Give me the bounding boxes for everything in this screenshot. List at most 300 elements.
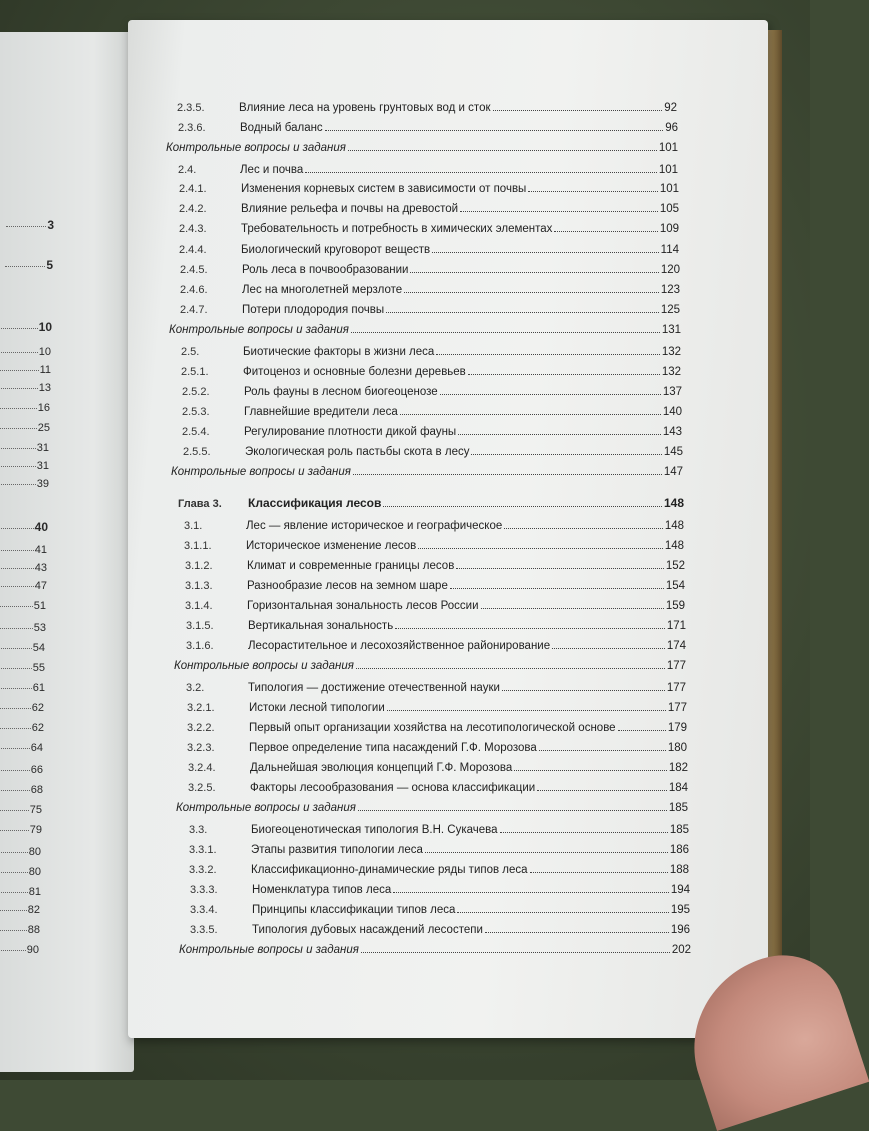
toc-title: Требовательность и потребность в химических элементах xyxy=(241,223,553,235)
toc-number: 2.5.1. xyxy=(181,366,209,378)
toc-title: Контрольные вопросы и задания xyxy=(176,802,356,814)
toc-page: 184 xyxy=(668,782,688,794)
dot-leader xyxy=(460,211,658,212)
left-toc-page xyxy=(0,478,49,492)
left-toc-page xyxy=(0,784,43,798)
toc-title: Вертикальная зональность xyxy=(248,620,394,632)
toc-title: Типология — достижение отечественной науки xyxy=(248,682,500,694)
toc-entry xyxy=(188,756,688,774)
toc-title: Экологическая роль пастьбы скота в лесу xyxy=(245,446,470,458)
toc-number: 2.5.5. xyxy=(183,446,211,458)
dot-leader xyxy=(383,506,662,507)
toc-entry xyxy=(190,918,690,936)
dot-leader xyxy=(325,130,664,131)
toc-page: 92 xyxy=(664,102,677,114)
toc-entry xyxy=(183,440,683,458)
left-page-number: 80 xyxy=(28,866,41,878)
dot-leader xyxy=(5,266,45,267)
toc-entry xyxy=(190,898,690,916)
toc-review-entry xyxy=(169,318,681,336)
dot-leader xyxy=(0,528,34,529)
toc-number: 3.2.2. xyxy=(187,722,215,734)
toc-chapter-entry xyxy=(178,492,684,510)
dot-leader xyxy=(0,328,38,329)
toc-title: Контрольные вопросы и задания xyxy=(179,944,359,956)
left-page xyxy=(0,32,134,1072)
dot-leader xyxy=(0,448,36,449)
toc-page: 123 xyxy=(660,284,680,296)
toc-number: 2.4.3. xyxy=(179,223,207,235)
toc-page: 132 xyxy=(661,366,681,378)
dot-leader xyxy=(358,810,667,811)
left-toc-page xyxy=(6,218,54,232)
toc-entry xyxy=(179,217,679,235)
toc-page: 154 xyxy=(665,580,685,592)
toc-number: 3.3.4. xyxy=(190,904,218,916)
left-toc-page xyxy=(5,258,53,272)
dot-leader xyxy=(0,668,32,669)
toc-title: Классификационно-динамические ряды типов леса xyxy=(251,864,528,876)
toc-number: 3.1.6. xyxy=(186,640,214,652)
left-toc-page xyxy=(0,846,41,860)
toc-entry xyxy=(185,554,685,572)
toc-entry xyxy=(189,818,689,836)
toc-entry xyxy=(186,634,686,652)
toc-title: Изменения корневых систем в зависимости от почвы xyxy=(241,183,527,195)
toc-number: 2.4.6. xyxy=(180,284,208,296)
toc-title: Биогеоценотическая типология В.Н. Сукачева xyxy=(251,824,498,836)
dot-leader xyxy=(554,231,657,232)
dot-leader xyxy=(361,952,670,953)
dot-leader xyxy=(0,708,31,709)
left-page-number: 62 xyxy=(31,722,44,734)
toc-entry xyxy=(187,736,687,754)
toc-title: Контрольные вопросы и задания xyxy=(166,142,346,154)
toc-title: Главнейшие вредители леса xyxy=(244,406,398,418)
dot-leader xyxy=(353,474,662,475)
dot-leader xyxy=(537,790,667,791)
left-page-number: 31 xyxy=(36,442,49,454)
dot-leader xyxy=(425,852,668,853)
toc-number: 3.1.2. xyxy=(185,560,213,572)
dot-leader xyxy=(485,932,669,933)
toc-title: Биотические факторы в жизни леса xyxy=(243,346,435,358)
toc-entry xyxy=(181,360,681,378)
toc-page: 195 xyxy=(670,904,690,916)
toc-number: 3.1. xyxy=(184,520,203,532)
toc-page: 196 xyxy=(670,924,690,936)
dot-leader xyxy=(0,568,34,569)
dot-leader xyxy=(481,608,664,609)
toc-title: Влияние рельефа и почвы на древостой xyxy=(241,203,459,215)
left-toc-page xyxy=(0,904,40,918)
dot-leader xyxy=(0,930,27,931)
left-page-number: 82 xyxy=(27,904,40,916)
toc-number: 2.3.6. xyxy=(178,122,206,134)
toc-entry xyxy=(179,177,679,195)
left-page-number: 51 xyxy=(33,600,46,612)
left-page-number: 61 xyxy=(32,682,45,694)
toc-number: 2.5.2. xyxy=(182,386,210,398)
dot-leader xyxy=(400,414,661,415)
left-page-number: 5 xyxy=(46,258,53,272)
toc-page: 101 xyxy=(659,183,679,195)
toc-page: 143 xyxy=(662,426,682,438)
toc-page: 101 xyxy=(658,164,678,176)
toc-number: 3.1.5. xyxy=(186,620,214,632)
dot-leader xyxy=(0,892,28,893)
dot-leader xyxy=(386,312,659,313)
toc-title: Контрольные вопросы и задания xyxy=(174,660,354,672)
dot-leader xyxy=(0,352,38,353)
toc-number: 3.3.3. xyxy=(190,884,218,896)
left-toc-page xyxy=(0,422,50,436)
dot-leader xyxy=(418,548,663,549)
dot-leader xyxy=(0,628,33,629)
toc-entry xyxy=(179,238,679,256)
left-toc-page xyxy=(0,544,47,558)
left-page-number: 40 xyxy=(34,520,48,534)
toc-page: 148 xyxy=(664,540,684,552)
dot-leader xyxy=(0,388,38,389)
dot-leader xyxy=(504,528,663,529)
toc-entry xyxy=(187,696,687,714)
left-toc-page xyxy=(0,722,44,736)
left-toc-page xyxy=(0,866,41,880)
left-page-number: 10 xyxy=(38,346,51,358)
toc-title: Водный баланс xyxy=(240,122,323,134)
toc-title: Климат и современные границы лесов xyxy=(247,560,455,572)
toc-entry xyxy=(182,380,682,398)
toc-page: 188 xyxy=(669,864,689,876)
left-page-number: 11 xyxy=(39,364,51,376)
left-page-number: 41 xyxy=(34,544,47,556)
left-toc-page xyxy=(0,662,45,676)
toc-title: Биологический круговорот веществ xyxy=(241,244,431,256)
toc-number: 3.3.2. xyxy=(189,864,217,876)
left-page-number: 64 xyxy=(30,742,43,754)
toc-number: 3.3. xyxy=(189,824,208,836)
toc-entry xyxy=(178,116,678,134)
dot-leader xyxy=(432,252,658,253)
left-page-number: 47 xyxy=(34,580,47,592)
left-toc-page xyxy=(0,702,44,716)
right-page xyxy=(128,20,768,1038)
left-toc-page xyxy=(0,442,49,456)
dot-leader xyxy=(493,110,663,111)
left-toc-page xyxy=(0,742,43,756)
toc-title: Контрольные вопросы и задания xyxy=(171,466,351,478)
toc-review-entry xyxy=(179,938,691,956)
toc-page: 177 xyxy=(666,660,686,672)
toc-page: 182 xyxy=(668,762,688,774)
toc-entry xyxy=(182,400,682,418)
toc-entry xyxy=(185,594,685,612)
toc-title: Потери плодородия почвы xyxy=(242,304,385,316)
toc-review-entry xyxy=(174,654,686,672)
toc-title: Дальнейшая эволюция концепций Г.Ф. Морозова xyxy=(250,762,513,774)
toc-number: 2.3.5. xyxy=(177,102,205,114)
toc-page: 148 xyxy=(664,520,684,532)
dot-leader xyxy=(450,588,664,589)
toc-page: 185 xyxy=(669,824,689,836)
left-page-number: 80 xyxy=(28,846,41,858)
dot-leader xyxy=(0,688,32,689)
left-page-number: 53 xyxy=(33,622,46,634)
toc-page: 140 xyxy=(662,406,682,418)
toc-page: 105 xyxy=(659,203,679,215)
left-page-number: 54 xyxy=(32,642,45,654)
toc-page: 114 xyxy=(660,244,679,256)
toc-title: Принципы классификации типов леса xyxy=(252,904,456,916)
toc-entry xyxy=(184,514,684,532)
toc-number: 3.3.5. xyxy=(190,924,218,936)
left-toc-page xyxy=(0,764,43,778)
dot-leader xyxy=(0,770,30,771)
toc-title: Фитоценоз и основные болезни деревьев xyxy=(243,366,466,378)
dot-leader xyxy=(0,466,36,467)
toc-number: 3.2.4. xyxy=(188,762,216,774)
toc-title: Факторы лесообразования — основа классификации xyxy=(250,782,536,794)
dot-leader xyxy=(0,810,29,811)
toc-number: 2.4.4. xyxy=(179,244,207,256)
toc-number: 2.4. xyxy=(178,164,197,176)
dot-leader xyxy=(471,454,661,455)
toc-number: 2.4.1. xyxy=(179,183,207,195)
dot-leader xyxy=(0,606,33,607)
left-toc-page xyxy=(0,944,39,958)
dot-leader xyxy=(0,484,36,485)
dot-leader xyxy=(0,830,29,831)
toc-entry xyxy=(185,574,685,592)
left-toc-page xyxy=(0,382,51,396)
toc-number: 3.3.1. xyxy=(189,844,217,856)
dot-leader xyxy=(0,748,30,749)
left-page-number: 90 xyxy=(26,944,39,956)
left-page-number: 13 xyxy=(38,382,51,394)
toc-page: 148 xyxy=(663,496,684,510)
dot-leader xyxy=(0,408,37,409)
left-page-number: 75 xyxy=(29,804,42,816)
toc-title: Этапы развития типологии леса xyxy=(251,844,423,856)
toc-title: Влияние леса на уровень грунтовых вод и сток xyxy=(239,102,491,114)
dot-leader xyxy=(0,648,32,649)
toc-page: 147 xyxy=(663,466,683,478)
dot-leader xyxy=(530,872,668,873)
toc-entry xyxy=(189,858,689,876)
toc-entry xyxy=(181,340,681,358)
dot-leader xyxy=(0,428,37,429)
dot-leader xyxy=(0,370,39,371)
left-toc-page xyxy=(0,346,51,360)
dot-leader xyxy=(0,790,30,791)
left-page-number: 31 xyxy=(36,460,49,472)
toc-title: Лес на многолетней мерзлоте xyxy=(242,284,403,296)
toc-number: 3.2.1. xyxy=(187,702,215,714)
toc-entry xyxy=(177,96,677,114)
toc-page: 174 xyxy=(666,640,686,652)
dot-leader xyxy=(458,434,661,435)
left-toc-page xyxy=(0,364,51,378)
left-toc-page xyxy=(0,682,45,696)
dot-leader xyxy=(500,832,668,833)
toc-title: Номенклатура типов леса xyxy=(252,884,392,896)
dot-leader xyxy=(348,150,657,151)
dot-leader xyxy=(0,950,26,951)
dot-leader xyxy=(387,710,666,711)
left-toc-page xyxy=(0,804,42,818)
toc-number: 2.4.7. xyxy=(180,304,208,316)
left-toc-page xyxy=(0,320,52,334)
toc-page: 186 xyxy=(669,844,689,856)
toc-page: 194 xyxy=(670,884,690,896)
left-toc-page xyxy=(0,580,47,594)
toc-number: 3.1.4. xyxy=(185,600,213,612)
left-toc-page xyxy=(0,600,46,614)
left-page-number: 16 xyxy=(37,402,50,414)
dot-leader xyxy=(514,770,667,771)
left-page-number: 25 xyxy=(37,422,50,434)
left-page-number: 43 xyxy=(34,562,47,574)
toc-title: Историческое изменение лесов xyxy=(246,540,417,552)
toc-entry xyxy=(184,534,684,552)
toc-page: 179 xyxy=(667,722,687,734)
toc-review-entry xyxy=(176,796,688,814)
toc-title: Лес и почва xyxy=(240,164,304,176)
dot-leader xyxy=(502,690,665,691)
dot-leader xyxy=(552,648,665,649)
toc-title: Типология дубовых насаждений лесостепи xyxy=(252,924,483,936)
toc-number: 3.1.1. xyxy=(184,540,212,552)
toc-page: 96 xyxy=(665,122,678,134)
toc-number: 3.1.3. xyxy=(185,580,213,592)
toc-title: Роль леса в почвообразовании xyxy=(242,264,409,276)
left-toc-page xyxy=(0,642,45,656)
toc-review-entry xyxy=(166,136,678,154)
toc-page: 180 xyxy=(667,742,687,754)
toc-title: Первое определение типа насаждений Г.Ф. Морозова xyxy=(249,742,537,754)
dot-leader xyxy=(0,586,34,587)
toc-page: 131 xyxy=(661,324,681,336)
dot-leader xyxy=(395,628,665,629)
dot-leader xyxy=(528,191,657,192)
toc-page: 177 xyxy=(667,702,687,714)
toc-number: 2.5. xyxy=(181,346,200,358)
toc-entry xyxy=(190,878,690,896)
toc-entry xyxy=(182,420,682,438)
dot-leader xyxy=(305,172,657,173)
left-page-number: 39 xyxy=(36,478,49,490)
left-toc-page xyxy=(0,520,48,534)
left-toc-page xyxy=(0,622,46,636)
dot-leader xyxy=(0,550,34,551)
toc-entry xyxy=(180,298,680,316)
dot-leader xyxy=(0,910,27,911)
dot-leader xyxy=(618,730,666,731)
toc-entry xyxy=(180,278,680,296)
toc-entry xyxy=(178,158,678,176)
toc-entry xyxy=(179,197,679,215)
dot-leader xyxy=(351,332,660,333)
toc-page: 132 xyxy=(661,346,681,358)
left-toc-page xyxy=(0,886,41,900)
toc-number: 3.2.3. xyxy=(187,742,215,754)
toc-page: 159 xyxy=(665,600,685,612)
toc-title: Первый опыт организации хозяйства на лесотипологической основе xyxy=(249,722,616,734)
dot-leader xyxy=(0,728,31,729)
toc-page: 177 xyxy=(666,682,686,694)
toc-number: 2.4.5. xyxy=(180,264,208,276)
toc-review-entry xyxy=(171,460,683,478)
left-page-number: 79 xyxy=(29,824,42,836)
toc-page: 152 xyxy=(665,560,685,572)
left-toc-page xyxy=(0,460,49,474)
toc-entry xyxy=(187,716,687,734)
toc-number: 2.5.4. xyxy=(182,426,210,438)
toc-title: Роль фауны в лесном биогеоценозе xyxy=(244,386,438,398)
toc-number: 2.5.3. xyxy=(182,406,210,418)
left-page-number: 81 xyxy=(28,886,41,898)
left-page-number: 10 xyxy=(38,320,52,334)
toc-entry xyxy=(186,676,686,694)
dot-leader xyxy=(468,374,660,375)
toc-page: 185 xyxy=(668,802,688,814)
toc-page: 137 xyxy=(662,386,682,398)
dot-leader xyxy=(393,892,669,893)
toc-page: 109 xyxy=(659,223,679,235)
toc-page: 101 xyxy=(658,142,678,154)
toc-number: 2.4.2. xyxy=(179,203,207,215)
toc-page: 171 xyxy=(666,620,686,632)
dot-leader xyxy=(0,872,28,873)
dot-leader xyxy=(410,272,658,273)
left-page-number: 88 xyxy=(27,924,40,936)
left-toc-page xyxy=(0,402,50,416)
toc-number: Глава 3. xyxy=(178,498,222,510)
left-toc-page xyxy=(0,824,42,838)
left-page-number: 55 xyxy=(32,662,45,674)
toc-number: 3.2. xyxy=(186,682,205,694)
left-page-number: 3 xyxy=(47,218,54,232)
toc-page: 120 xyxy=(660,264,680,276)
left-page-number: 66 xyxy=(30,764,43,776)
dot-leader xyxy=(456,568,664,569)
toc-entry xyxy=(180,258,680,276)
dot-leader xyxy=(440,394,661,395)
left-page-number: 68 xyxy=(30,784,43,796)
toc-title: Классификация лесов xyxy=(248,496,382,510)
toc-title: Разнообразие лесов на земном шаре xyxy=(247,580,448,592)
toc-title: Горизонтальная зональность лесов России xyxy=(247,600,479,612)
dot-leader xyxy=(356,668,665,669)
dot-leader xyxy=(539,750,666,751)
toc-title: Контрольные вопросы и задания xyxy=(169,324,349,336)
dot-leader xyxy=(436,354,660,355)
left-page-number: 62 xyxy=(31,702,44,714)
toc-number: 3.2.5. xyxy=(188,782,216,794)
dot-leader xyxy=(457,912,668,913)
toc-entry xyxy=(189,838,689,856)
toc-entry xyxy=(188,776,688,794)
toc-page: 145 xyxy=(663,446,683,458)
toc-entry xyxy=(186,614,686,632)
left-toc-page xyxy=(0,924,40,938)
toc-page: 125 xyxy=(660,304,680,316)
toc-title: Регулирование плотности дикой фауны xyxy=(244,426,457,438)
left-toc-page xyxy=(0,562,47,576)
toc-title: Лесорастительное и лесохозяйственное районирование xyxy=(248,640,551,652)
toc-page: 202 xyxy=(671,944,691,956)
